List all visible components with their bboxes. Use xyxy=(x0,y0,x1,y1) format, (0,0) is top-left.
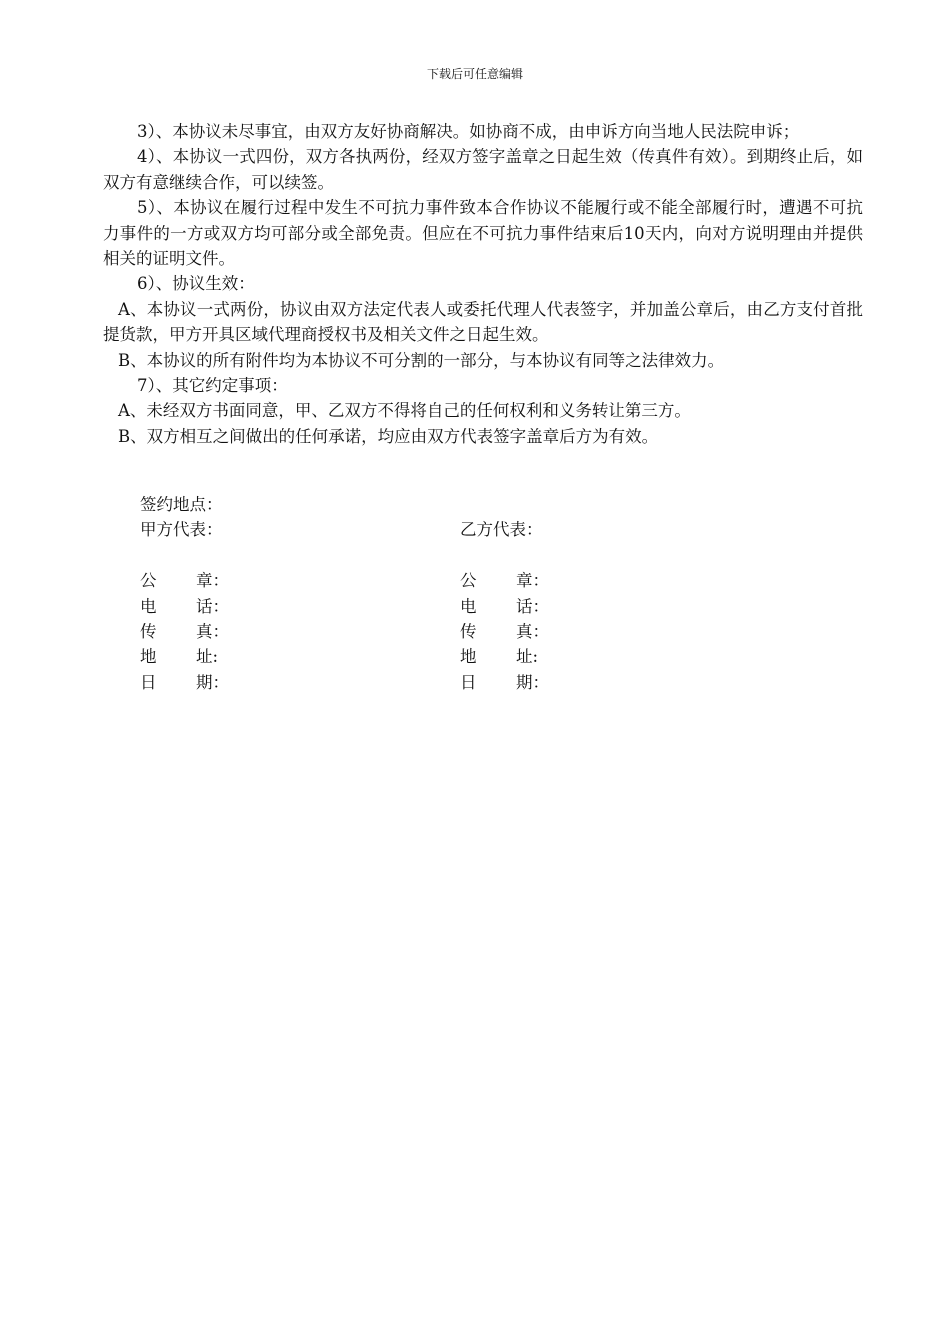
clause-7b: B、双方相互之间做出的任何承诺，均应由双方代表签字盖章后方为有效。 xyxy=(118,426,659,446)
party-a-phone: 电 话： xyxy=(140,596,229,616)
clause-3: 3）、本协议未尽事宜，由双方友好协商解决。如协商不成，由申诉方向当地人民法院申诉； xyxy=(137,122,800,141)
seal-row xyxy=(140,568,780,593)
party-b-fax: 传 真： xyxy=(460,621,549,641)
party-b-seal: 公 章： xyxy=(460,571,549,591)
agreement-body xyxy=(103,119,863,449)
phone-row xyxy=(140,594,780,619)
clause-6: 6）、协议生效： xyxy=(137,274,255,294)
clause-5: 5）、本协议在履行过程中发生不可抗力事件致本合作协议不能履行或不能全部履行时，遭遇不可抗力事件的一方或双方均可部分或全部免责。但应在不可抗力事件结束后10天内，向对方说明理由并提供相关的证明文件。 xyxy=(103,198,863,269)
party-representatives-row xyxy=(140,517,780,542)
party-b-address: 地 址: xyxy=(460,647,539,667)
party-a-address: 地 址: xyxy=(140,647,219,667)
signing-place-label: 签约地点： xyxy=(140,495,223,514)
party-a-seal: 公 章： xyxy=(140,571,229,591)
clause-6b: B、本协议的所有附件均为本协议不可分割的一部分，与本协议有同等之法律效力。 xyxy=(118,350,725,370)
party-a-date: 日 期： xyxy=(140,672,229,692)
signing-place-row xyxy=(140,492,780,517)
signature-block xyxy=(140,492,780,695)
party-a-fax: 传 真： xyxy=(140,621,229,641)
fax-row xyxy=(140,619,780,644)
party-b-phone: 电 话： xyxy=(460,596,549,616)
clause-4: 4）、本协议一式四份，双方各执两份，经双方签字盖章之日起生效（传真件有效）。到期终止后，如双方有意继续合作，可以续签。 xyxy=(103,147,863,192)
clause-7a: A、未经双方书面同意，甲、乙双方不得将自己的任何权利和义务转让第三方。 xyxy=(118,401,691,421)
address-row xyxy=(140,644,780,669)
spacer xyxy=(140,543,780,568)
clause-7: 7）、其它约定事项： xyxy=(137,376,288,396)
clause-6a: A、本协议一式两份，协议由双方法定代表人或委托代理人代表签字，并加盖公章后，由乙方支付首批提货款，甲方开具区域代理商授权书及相关文件之日起生效。 xyxy=(103,299,863,345)
party-a-label: 甲方代表： xyxy=(140,520,223,540)
page-header: 下载后可任意编辑 xyxy=(426,67,523,81)
date-row xyxy=(140,670,780,695)
party-b-date: 日 期： xyxy=(460,672,549,692)
party-b-label: 乙方代表： xyxy=(460,520,543,540)
